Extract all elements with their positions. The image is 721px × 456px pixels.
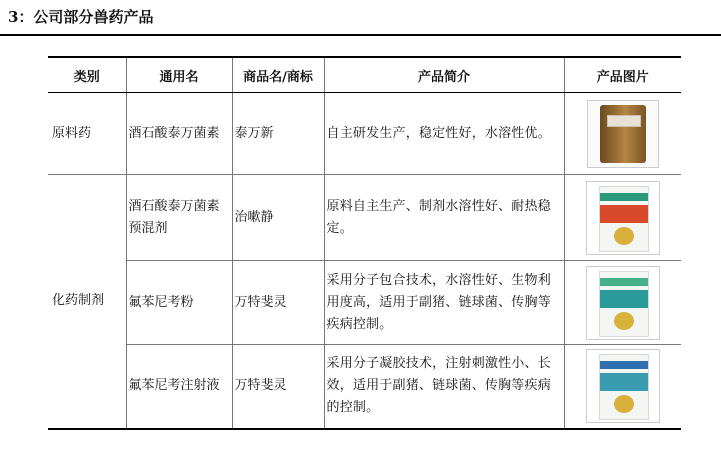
brand-cell: 治嗽静 <box>232 175 324 261</box>
description-cell: 采用分子包合技术，水溶性好、生物利用度高，适用于副猪、链球菌、传胸等疾病控制。 <box>324 261 564 345</box>
caption-text: 3：公司部分兽药产品 <box>8 8 154 26</box>
category-cell: 化药制剂 <box>48 175 126 429</box>
box-logo <box>614 395 634 413</box>
bag-pack <box>599 186 649 252</box>
box-top-band <box>600 361 648 369</box>
table-caption <box>0 6 721 30</box>
brand-cell: 万特斐灵 <box>232 261 324 345</box>
bag-logo <box>614 227 634 245</box>
drum-label <box>607 115 641 127</box>
generic-name-cell: 氟苯尼考注射液 <box>126 345 232 429</box>
brand-cell: 万特斐灵 <box>232 345 324 429</box>
generic-name-cell: 酒石酸泰万菌素预混剂 <box>126 175 232 261</box>
header-generic-name: 通用名 <box>126 57 232 93</box>
bag-top-band <box>600 193 648 201</box>
description-cell: 采用分子凝胶技术，注射刺激性小、长效，适用于副猪、链球菌、传胸等疾病的控制。 <box>324 345 564 429</box>
header-image: 产品图片 <box>564 57 681 93</box>
image-cell <box>564 261 681 345</box>
category-cell: 原料药 <box>48 93 126 175</box>
bag-logo <box>614 312 634 330</box>
image-cell <box>564 175 681 261</box>
image-cell <box>564 93 681 175</box>
box-pack <box>599 354 649 420</box>
caption-rule <box>0 34 721 36</box>
bag-pack <box>599 271 649 337</box>
table-row <box>48 175 681 261</box>
brand-cell: 泰万新 <box>232 93 324 175</box>
drum-photo <box>587 100 659 168</box>
bag-color-band <box>600 290 648 308</box>
generic-name-cell: 酒石酸泰万菌素 <box>126 93 232 175</box>
bag-photo <box>586 181 660 255</box>
table-row <box>48 345 681 429</box>
table-row <box>48 261 681 345</box>
bag-color-band <box>600 205 648 223</box>
box-color-band <box>600 373 648 391</box>
description-cell: 原料自主生产、制剂水溶性好、耐热稳定。 <box>324 175 564 261</box>
table-row <box>48 93 681 175</box>
box-photo <box>586 349 660 423</box>
bag-photo <box>586 266 660 340</box>
header-category: 类别 <box>48 57 126 93</box>
description-cell: 自主研发生产，稳定性好，水溶性优。 <box>324 93 564 175</box>
bag-top-band <box>600 278 648 286</box>
generic-name-cell: 氟苯尼考粉 <box>126 261 232 345</box>
image-cell <box>564 345 681 429</box>
product-table <box>48 56 681 430</box>
header-brand: 商品名/商标 <box>232 57 324 93</box>
header-row <box>48 57 681 93</box>
header-description: 产品简介 <box>324 57 564 93</box>
drum-body <box>600 105 646 163</box>
